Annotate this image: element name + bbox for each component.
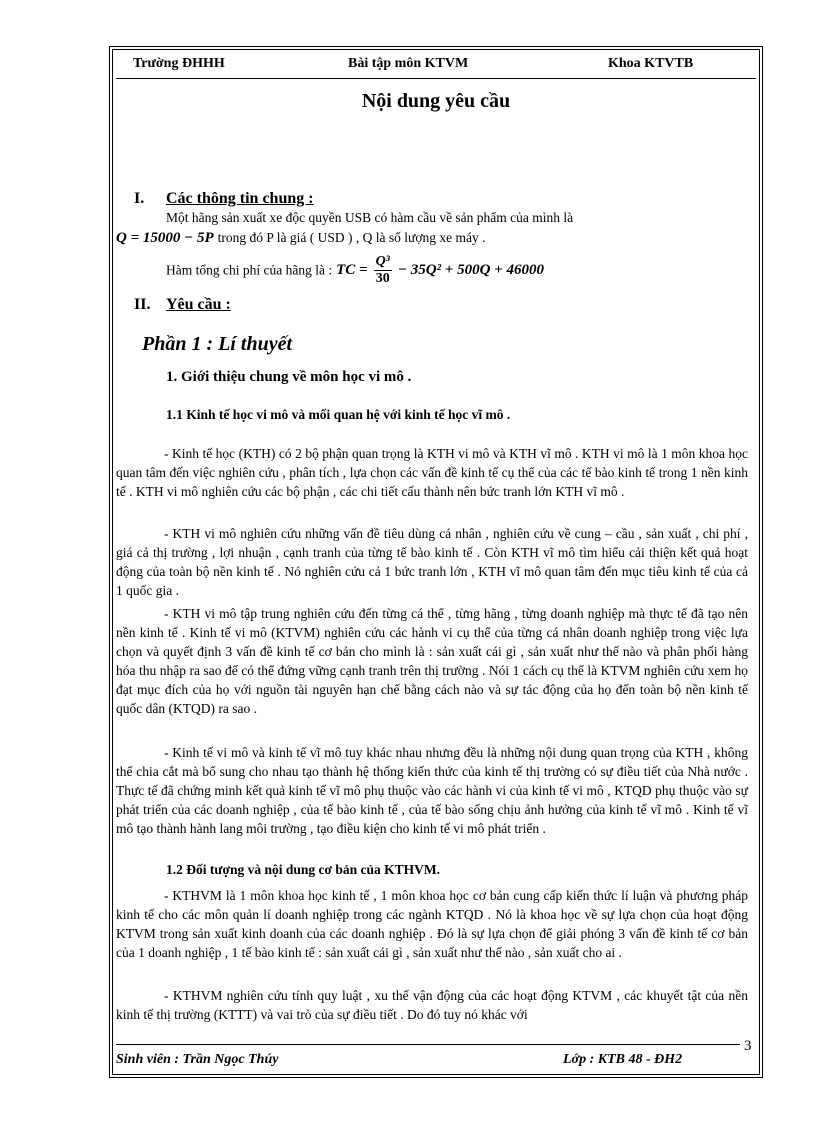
header-rule <box>116 78 756 79</box>
section1-number: I. <box>134 190 145 207</box>
section1-line2: trong đó P là giá ( USD ) , Q là số lượng xe máy . <box>217 230 486 245</box>
cost-formula-row <box>166 254 544 287</box>
paragraph-1: - Kinh tế học (KTH) có 2 bộ phận quan trọng là KTH vi mô và KTH vĩ mô . KTH vi mô là 1 môn khoa học quan tâm đến việc nghiên cứu , phân tích , lựa chọn các vấn đề kinh tế cụ thể của các tế bào kinh tế trong 1 nền kinh tế . KTH vi mô nghiên cứu các bộ phận , các chi tiết cấu thành nên bức tranh lớn KTH vĩ mô . <box>116 446 748 499</box>
page-title: Nội dung yêu cầu <box>361 90 511 112</box>
cost-intro: Hàm tổng chi phí của hãng là : <box>166 262 333 278</box>
section1-heading: Các thông tin chung : <box>166 190 314 207</box>
section1-line1: Một hãng sản xuất xe độc quyền USB có hàm cầu về sản phẩm của mình là <box>166 210 574 225</box>
cost-formula-fraction <box>374 254 392 287</box>
footer-student: Sinh viên : Trần Ngọc Thúy <box>116 1052 279 1067</box>
header-faculty: Khoa KTVTB <box>608 56 694 71</box>
paragraph-5: - KTHVM là 1 môn khoa học kinh tế , 1 môn khoa học cơ bản cung cấp kiến thức lí luận và phương pháp kinh tế cho các môn quản lí doanh nghiệp trong các ngành KTQD . Nó là khoa học về sự lựa chọn của hoạt động KTVM trong sản xuất kinh doanh của các doanh nghiệp . Đó là sự lựa chọn để giải phóng 3 vấn đề kinh tế cơ bản của 1 doanh nghiệp , 1 tế bào kinh tế : sản xuất cái gì , sản xuất như thế nào , sản xuất cho ai . <box>116 888 748 960</box>
footer-class: Lớp : KTB 48 - ĐH2 <box>563 1052 683 1067</box>
header-school: Trường ĐHHH <box>133 56 225 71</box>
header-subject: Bài tập môn KTVM <box>348 56 469 71</box>
section2-heading: Yêu cầu : <box>166 296 231 313</box>
footer-rule <box>116 1044 740 1045</box>
cost-formula-denominator: 30 <box>375 271 390 286</box>
page-number: 3 <box>744 1038 752 1054</box>
part1-heading-1: 1. Giới thiệu chung về môn học vi mô . <box>166 369 412 385</box>
paragraph-4: - Kinh tế vi mô và kinh tế vĩ mô tuy khác nhau nhưng đều là những nội dung quan trọng của KTH , không thể chia cắt mà bổ sung cho nhau tạo thành hệ thống kiến thức của kinh tế thị trường có sự điều tiết của Nhà nước . Thực tế đã chứng minh kết quả kinh tế vĩ mô phụ thuộc vào các hành vi của kinh tế vi mô , KTQD phụ thuộc vào sự phát triển của các doanh nghiệp , của tế bào kinh tế , của tế bào sống chịu ảnh hưởng của kinh tế vĩ mô . Kinh tế vĩ mô tạo thành hành lang môi trường , tạo điều kiện cho kinh tế vi mô phát triển . <box>116 745 748 836</box>
cost-formula-numerator: Q³ <box>375 254 390 269</box>
part1-title: Phần 1 : Lí thuyết <box>142 333 293 355</box>
cost-formula-lhs: TC = <box>336 262 368 278</box>
part1-heading-1-2: 1.2 Đối tượng và nội dung cơ bản của KTHVM. <box>166 862 440 877</box>
part1-heading-1-1: 1.1 Kinh tế học vi mô và mối quan hệ với kinh tế học vĩ mô . <box>166 407 511 422</box>
cost-formula-rest: − 35Q² + 500Q + 46000 <box>397 262 544 278</box>
section1-line2-row <box>116 229 485 247</box>
demand-formula: Q = 15000 − 5P <box>116 230 214 246</box>
paragraph-6: - KTHVM nghiên cứu tính quy luật , xu thế vận động của các hoạt động KTVM , các khuyết tật của nền kinh tế thị trường (KTTT) và vai trò của sự điều tiết . Do đó tuy nó khác với <box>116 988 748 1022</box>
paragraph-3: - KTH vi mô tập trung nghiên cứu đến từng cá thể , từng hãng , từng doanh nghiệp mà thực tế đã tạo nên nền kinh tế . Kinh tế vi mô (KTVM) nghiên cứu các hành vi cụ thể của từng cá nhân doanh nghiệp trong việc lựa chọn và quyết định 3 vấn đề kinh tế cơ bản cho mình là : sản xuất cái gì , sản xuất như thế nào và phân phối hàng hóa thu nhập ra sao để có thể đứng vững cạnh tranh trên thị trường . Nói 1 cách cụ thể là KTVM nghiên cứu xem họ đạt mục đích của họ với nguồn tài nguyên hạn chế bằng cách nào và sự tác động của họ đến toàn bộ nền kinh tế quốc dân (KTQD) ra sao . <box>116 606 748 716</box>
section2-number: II. <box>134 296 151 313</box>
paragraph-2: - KTH vi mô nghiên cứu những vấn đề tiêu dùng cá nhân , nghiên cứu về cung – cầu , sản xuất , chi phí , giá cả thị trường , lợi nhuận , cạnh tranh của từng tế bào kinh tế . Còn KTH vĩ mô tìm hiểu cải thiện kết quả hoạt động của toàn bộ nền kinh tế . Nó nghiên cứu cả 1 bức tranh lớn , KTH vĩ mô quan tâm đến mục tiêu kinh tế của cả 1 quốc gia . <box>116 526 748 598</box>
